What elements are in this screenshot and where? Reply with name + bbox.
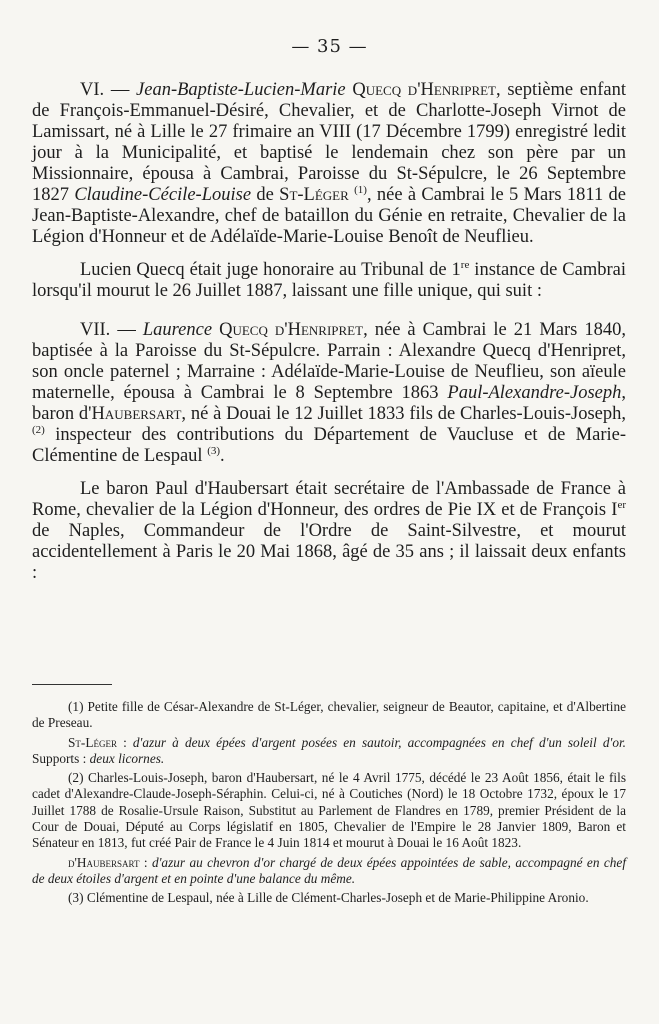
section-vii-text-5: . [220,446,225,466]
section-vii-name: Laurence [142,320,213,340]
footnote-divider [32,684,112,685]
footnote-1-supports-label: Supports : [32,750,87,766]
baron-sup: er [617,498,626,511]
section-vii-text-2: , baron d' [32,383,626,424]
section-vii-number: VII. — [80,320,136,340]
footnote-3 [32,890,626,906]
section-vi-text-2: de [256,185,274,205]
section-vii-spouse-name: Paul-Alexandre-Joseph [447,383,622,403]
section-vii-text-1: , née à Cambrai le 21 Mars 1840, baptisée à la Paroisse du St-Sépulcre. Parrain : Alexandre Quecq d'Henripret, son oncle paternel ; Marraine : Adélaïde-Marie-Louise de Neuflieu, son aïeule maternelle, épousa à Cambrai le 8 Septembre 1863 [32,320,626,403]
footnote-1 [32,699,626,732]
baron-text-2: de Naples, Commandeur de l'Ordre de Saint-Silvestre, et mourut accidentellement à Paris le 20 Mai 1868, âgé de 35 ans ; il laissait deux enfants : [32,521,626,583]
page-number: — 35 — [291,36,368,57]
section-vi-text-3: , née à Cambrai le 5 Mars 1811 de Jean-Baptiste-Alexandre, chef de bataillon du Génie en retraite, Chevalier de la Légion d'Honneur et de Adélaïde-Marie-Louise Benoît de Neuflieu. [32,185,627,247]
section-vi-spouse-name: Claudine-Cécile-Louise [74,185,252,205]
footnote-1-text: (1) Petite fille de César-Alexandre de St-Léger, chevalier, seigneur de Beautor, capitaine, et d'Albertine de Preseau. [32,699,626,731]
section-vi-name: Jean-Baptiste-Lucien-Marie [136,80,346,100]
footnote-2-arms-text: d'azur au chevron d'or chargé de deux épées appointées de sable, accompagné en chef de deux étoiles d'argent et en pointe d'une balance du même. [32,854,627,886]
section-vii-spouse-surname: Haubersart [91,404,182,424]
footnote-ref-1: (1) [354,183,367,196]
section-vi-surname: Quecq d'Henripret [352,80,496,100]
footnote-ref-3: (3) [207,444,221,457]
footnote-2-arms [32,855,626,888]
footnote-2-arms-label: d'Haubersart : [68,854,148,870]
baron-paragraph [32,479,626,584]
section-vii-text-4: inspecteur des contributions du Département de Vaucluse et de Marie-Clémentine de Lespaul [32,425,627,466]
section-vi-spouse-surname: St-Léger [279,185,349,205]
baron-text-1: Le baron Paul d'Haubersart était secrétaire de l'Ambassade de France à Rome, chevalier de la Légion d'Honneur, des ordres de Pie IX et de François I [32,479,626,520]
footnote-2-text: (2) Charles-Louis-Joseph, baron d'Haubersart, né le 4 Avril 1775, décédé le 23 Août 1856, était le fils cadet d'Alexandre-Claude-Joseph-Séraphin. Celui-ci, né à Coutiches (Nord) le 18 Octobre 1732, époux le 17 Juillet 1788 de Rosalie-Ursule Raison, Substitut au Parlement de Flandres en 1789, premier Président de la Cour de Douai, Député au Corps législatif en 1805, Chevalier de l'Empire le 28 Janvier 1809, Baron et Sénateur en 1813, fut créé Pair de France le 4 Juin 1814 et mourut à Douai le 16 Août 1823. [32,770,626,851]
section-vii-text-3: , né à Douai le 12 Juillet 1833 fils de Charles-Louis-Joseph, [181,404,626,424]
section-vi-paragraph [32,80,626,248]
footnote-1-arms [32,735,626,768]
footnotes [32,699,626,910]
footnote-ref-2: (2) [32,423,45,436]
lucien-paragraph [32,260,626,302]
lucien-text-2: instance de Cambrai lorsqu'il mourut le 26 Juillet 1887, laissant une fille unique, qui suit : [32,260,626,301]
section-vi-number: VI. — [80,80,130,100]
section-vi-text-1: , septième enfant de François-Emmanuel-Désiré, Chevalier, et de Charlotte-Joseph Virnot de Lamissart, né à Lille le 27 frimaire an VIII (17 Décembre 1799) enregistré ledit jour à la Municipalité, et baptisé le lendemain chez son père par un Missionnaire, épousa à Cambrai, Paroisse du St-Sépulcre, le 26 Septembre 1827 [32,80,626,205]
section-vii-paragraph [32,320,626,467]
main-text [32,80,626,596]
footnote-1-arms-text: d'azur à deux épées d'argent posées en sautoir, accompagnées en chef d'un soleil d'or. [132,734,626,750]
footnote-2 [32,770,626,851]
footnote-3-text: (3) Clémentine de Lespaul, née à Lille de Clément-Charles-Joseph et de Marie-Philippine Aronio. [68,890,589,906]
lucien-sup: re [460,258,470,271]
footnote-1-arms-label: St-Léger : [68,734,127,750]
footnote-1-supports-text: deux licornes. [89,750,165,766]
lucien-text-1: Lucien Quecq était juge honoraire au Tribunal de 1 [80,260,461,280]
section-vii-surname: Quecq d'Henripret [219,320,364,340]
